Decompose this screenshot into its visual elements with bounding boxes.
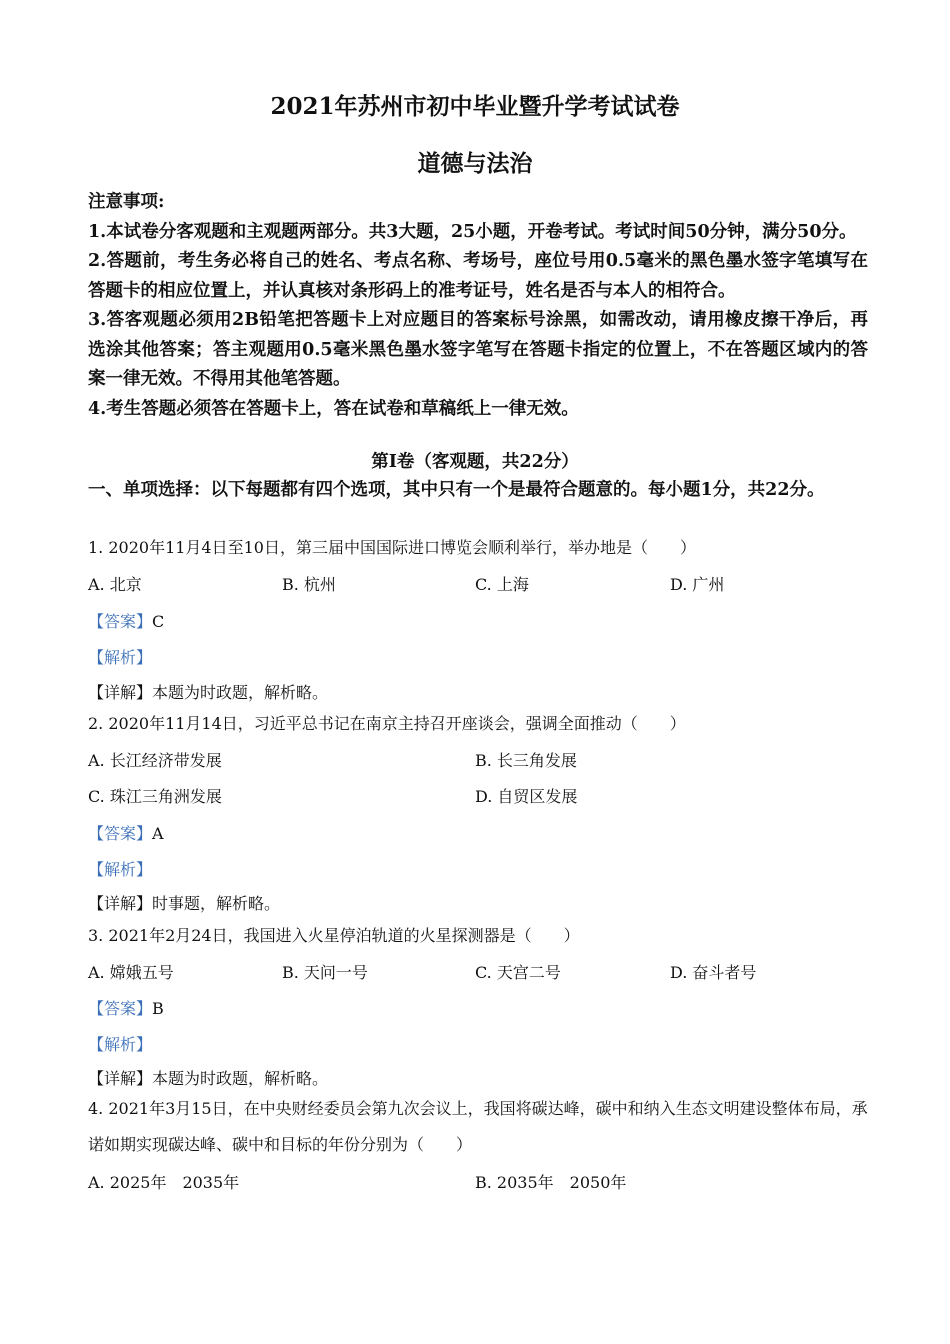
option-d: D. 自贸区发展 xyxy=(475,787,578,806)
option-c: C. 珠江三角洲发展 xyxy=(88,787,222,806)
notes-section xyxy=(88,188,868,424)
question-stem: 2. 2020年11月14日，习近平总书记在南京主持召开座谈会，强调全面推动（ ） xyxy=(88,714,686,733)
option-c: C. 天宫二号 xyxy=(475,963,561,982)
option-a: A. 长江经济带发展 xyxy=(88,751,222,770)
note-item: 4.考生答题必须答在答题卡上，答在试卷和草稿纸上一律无效。 xyxy=(88,398,579,419)
answer-value: A xyxy=(152,824,164,843)
subject-title: 道德与法治 xyxy=(417,150,533,177)
answer-label: 【答案】 xyxy=(88,999,153,1018)
option-b: B. 2035年 2050年 xyxy=(475,1173,627,1192)
note-item: 3.答客观题必须用2B铅笔把答题卡上对应题目的答案标号涂黑，如需改动，请用橡皮擦干净后，再选涂其他答案；答主观题用0.5毫米黑色墨水签字笔写在答题卡指定的位置上，不在答题区域内的答案一律无效。不得用其他笔答题。 xyxy=(88,310,868,389)
option-d: D. 奋斗者号 xyxy=(670,963,757,982)
answer-line xyxy=(88,996,164,1019)
answer-line xyxy=(88,609,164,632)
answer-value: C xyxy=(152,612,165,631)
section-title: 一、单项选择：以下每题都有四个选项，其中只有一个是最符合题意的。每小题1分，共22分。 xyxy=(88,480,825,500)
exam-title: 2021年苏州市初中毕业暨升学考试试卷 xyxy=(270,93,680,120)
question-stem: 1. 2020年11月4日至10日，第三届中国国际进口博览会顺利举行，举办地是（ ） xyxy=(88,538,696,557)
note-item: 1.本试卷分客观题和主观题两部分。共3大题，25小题，开卷考试。考试时间50分钟，满分50分。 xyxy=(88,221,857,242)
answer-label: 【答案】 xyxy=(88,824,153,843)
note-item: 2.答题前，考生务必将自己的姓名、考点名称、考场号，座位号用0.5毫米的黑色墨水签字笔填写在答题卡的相应位置上，并认真核对条形码上的准考证号，姓名是否与本人的相符合。 xyxy=(88,251,868,301)
option-b: B. 天问一号 xyxy=(282,963,368,982)
answer-line xyxy=(88,821,164,844)
option-a: A. 2025年 2035年 xyxy=(88,1173,240,1192)
option-b: B. 杭州 xyxy=(282,575,336,594)
question-stem: 4. 2021年3月15日，在中央财经委员会第九次会议上，我国将碳达峰，碳中和纳入生态文明建设整体布局，承诺如期实现碳达峰、碳中和目标的年份分别为（ ） xyxy=(88,1099,868,1154)
question-stem: 3. 2021年2月24日，我国进入火星停泊轨道的火星探测器是（ ） xyxy=(88,926,580,945)
detail-text: 【详解】本题为时政题，解析略。 xyxy=(88,1069,329,1088)
answer-value: B xyxy=(152,999,164,1018)
analysis-label: 【解析】 xyxy=(88,860,153,879)
analysis-label: 【解析】 xyxy=(88,1035,153,1054)
option-a: A. 北京 xyxy=(88,575,142,594)
detail-text: 【详解】时事题，解析略。 xyxy=(88,894,281,913)
analysis-label: 【解析】 xyxy=(88,648,153,667)
option-c: C. 上海 xyxy=(475,575,529,594)
notes-heading: 注意事项: xyxy=(88,192,165,212)
answer-label: 【答案】 xyxy=(88,612,153,631)
option-a: A. 嫦娥五号 xyxy=(88,963,174,982)
volume-title: 第Ⅰ卷（客观题，共22分） xyxy=(371,452,579,472)
option-d: D. 广州 xyxy=(670,575,725,594)
detail-text: 【详解】本题为时政题，解析略。 xyxy=(88,683,329,702)
option-b: B. 长三角发展 xyxy=(475,751,577,770)
